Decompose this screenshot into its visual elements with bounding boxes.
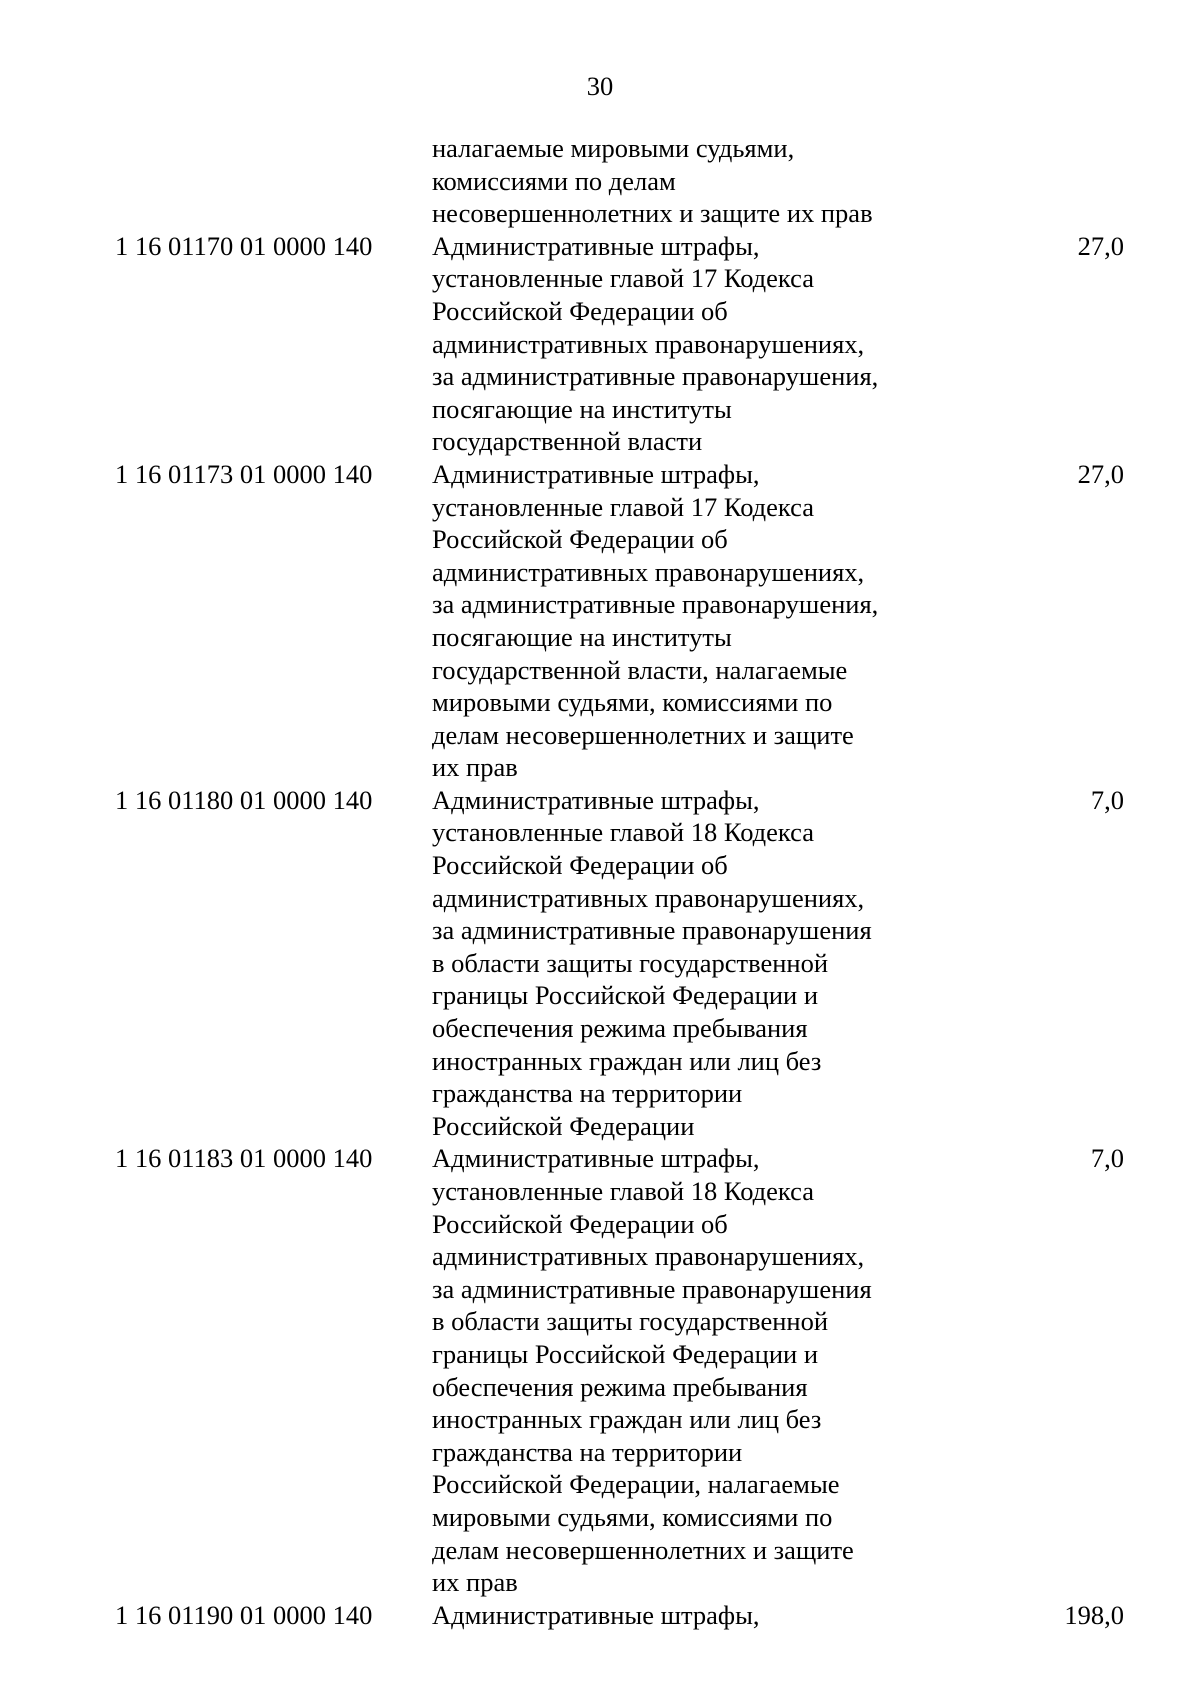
description-text: административных правонарушениях, — [432, 1241, 865, 1272]
description-line — [0, 295, 1200, 328]
description-line — [0, 882, 1200, 915]
description-line — [0, 1371, 1200, 1404]
description-text: Российской Федерации об — [432, 295, 728, 326]
description-text: посягающие на институты — [432, 621, 732, 652]
description-text: мировыми судьями, комиссиями по — [432, 1501, 833, 1532]
description-line — [0, 491, 1200, 524]
table-row — [0, 230, 1200, 263]
table-row — [0, 1142, 1200, 1175]
description-line — [0, 1436, 1200, 1469]
description-text: делам несовершеннолетних и защите — [432, 719, 854, 750]
description-line — [0, 1110, 1200, 1143]
continuation-line — [0, 197, 1200, 230]
description-line — [0, 1338, 1200, 1371]
description-line — [0, 1305, 1200, 1338]
description-line — [0, 1012, 1200, 1045]
description-text: их прав — [432, 1567, 518, 1598]
amount-value: 7,0 — [1090, 784, 1124, 815]
description-text: установленные главой 18 Кодекса — [432, 817, 814, 848]
description-line — [0, 979, 1200, 1012]
description-line — [0, 914, 1200, 947]
table-row — [0, 784, 1200, 817]
description-text: гражданства на территории — [432, 1436, 743, 1467]
description-line — [0, 1273, 1200, 1306]
description-text: Российской Федерации об — [432, 1208, 728, 1239]
description-line — [0, 262, 1200, 295]
table-row — [0, 1599, 1200, 1632]
description-line — [0, 556, 1200, 589]
amount-value: 198,0 — [1064, 1599, 1124, 1630]
amount-value: 27,0 — [1077, 458, 1124, 489]
description-text: установленные главой 17 Кодекса — [432, 491, 814, 522]
description-line — [0, 523, 1200, 556]
description-text: Административные штрафы, — [432, 1599, 760, 1630]
description-text: их прав — [432, 752, 518, 783]
description-line — [0, 947, 1200, 980]
description-text: границы Российской Федерации и — [432, 980, 819, 1011]
description-text: государственной власти — [432, 426, 703, 457]
description-line — [0, 654, 1200, 687]
description-line — [0, 1566, 1200, 1599]
description-text: делам несовершеннолетних и защите — [432, 1534, 854, 1565]
description-line — [0, 686, 1200, 719]
description-text: обеспечения режима пребывания — [432, 1371, 808, 1402]
table-row — [0, 458, 1200, 491]
budget-code: 1 16 01180 01 0000 140 — [115, 784, 373, 815]
description-text: за административные правонарушения, — [432, 589, 879, 620]
budget-code: 1 16 01183 01 0000 140 — [115, 1143, 373, 1174]
description-line — [0, 360, 1200, 393]
description-line — [0, 751, 1200, 784]
description-line — [0, 1077, 1200, 1110]
amount-value: 7,0 — [1090, 1143, 1124, 1174]
description-line — [0, 849, 1200, 882]
description-text: установленные главой 18 Кодекса — [432, 1176, 814, 1206]
description-line — [0, 1403, 1200, 1436]
description-text: Российской Федерации — [432, 1110, 695, 1141]
description-text: иностранных граждан или лиц без — [432, 1404, 822, 1435]
description-text: административных правонарушениях, — [432, 882, 865, 913]
description-line — [0, 719, 1200, 752]
description-text: гражданства на территории — [432, 1078, 743, 1109]
description-text: в области защиты государственной — [432, 947, 829, 978]
description-text: за административные правонарушения, — [432, 361, 879, 392]
description-text: в области защиты государственной — [432, 1306, 829, 1337]
description-text: административных правонарушениях, — [432, 556, 865, 587]
description-text: налагаемые мировыми судьями, — [432, 133, 795, 163]
description-text: Российской Федерации об — [432, 524, 728, 555]
page-number: 30 — [586, 71, 614, 101]
description-text: Административные штрафы, — [432, 458, 760, 489]
description-text: Административные штрафы, — [432, 230, 760, 261]
description-line — [0, 1468, 1200, 1501]
budget-code: 1 16 01190 01 0000 140 — [115, 1599, 373, 1630]
description-line — [0, 588, 1200, 621]
description-text: за административные правонарушения — [432, 915, 872, 946]
description-line — [0, 1208, 1200, 1241]
description-text: комиссиями по делам — [432, 165, 676, 196]
description-text: Административные штрафы, — [432, 784, 760, 815]
continuation-line — [0, 132, 1200, 165]
description-text: Российской Федерации об — [432, 850, 728, 881]
description-text: установленные главой 17 Кодекса — [432, 263, 814, 294]
description-line — [0, 621, 1200, 654]
description-line — [0, 1240, 1200, 1273]
description-line — [0, 1175, 1200, 1208]
description-line — [0, 816, 1200, 849]
amount-value: 27,0 — [1077, 230, 1124, 261]
description-text: Российской Федерации, налагаемые — [432, 1469, 840, 1500]
description-text: Административные штрафы, — [432, 1143, 760, 1174]
description-line — [0, 393, 1200, 426]
description-line — [0, 1534, 1200, 1567]
fines-table — [0, 132, 1200, 1631]
budget-code: 1 16 01173 01 0000 140 — [115, 458, 373, 489]
description-line — [0, 1501, 1200, 1534]
description-text: иностранных граждан или лиц без — [432, 1045, 822, 1076]
budget-code: 1 16 01170 01 0000 140 — [115, 230, 373, 261]
description-line — [0, 328, 1200, 361]
description-text: несовершеннолетних и защите их прав — [432, 198, 873, 229]
description-text: посягающие на институты — [432, 393, 732, 424]
description-text: за административные правонарушения — [432, 1273, 872, 1304]
description-line — [0, 1045, 1200, 1078]
description-text: административных правонарушениях, — [432, 328, 865, 359]
description-text: мировыми судьями, комиссиями по — [432, 687, 833, 718]
description-text: государственной власти, налагаемые — [432, 654, 848, 685]
description-text: обеспечения режима пребывания — [432, 1013, 808, 1044]
description-text: границы Российской Федерации и — [432, 1338, 819, 1369]
continuation-line — [0, 165, 1200, 198]
description-line — [0, 425, 1200, 458]
